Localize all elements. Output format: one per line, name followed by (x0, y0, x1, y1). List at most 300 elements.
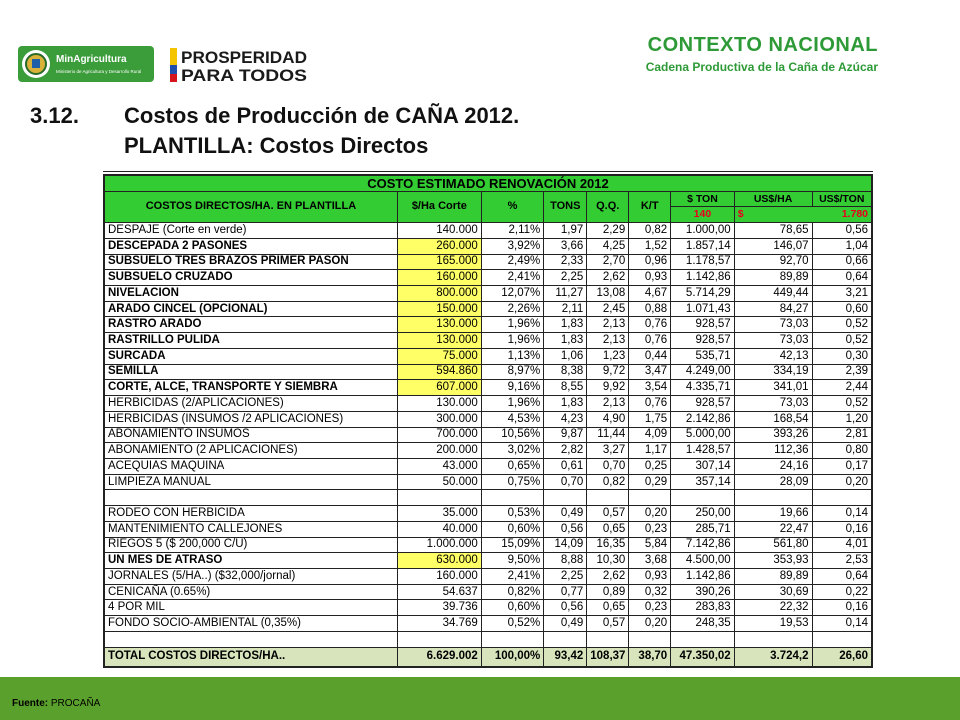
row-tons (544, 631, 587, 647)
row-pct: 10,56% (481, 427, 543, 443)
table-row-blank (105, 490, 872, 506)
row-pct: 2,41% (481, 568, 543, 584)
row-qq (587, 631, 629, 647)
row-pct (481, 631, 543, 647)
row-tons: 0,56 (544, 521, 587, 537)
row-label: SUBSUELO TRES BRAZOS PRIMER PASON (105, 254, 398, 270)
table-row (105, 458, 872, 474)
row-usd-ha: 78,65 (734, 223, 812, 239)
row-usd-ton: 2,44 (812, 380, 872, 396)
row-kt: 0,76 (629, 317, 671, 333)
row-usd-ton: 0,16 (812, 600, 872, 616)
table-row (105, 474, 872, 490)
row-pct: 2,49% (481, 254, 543, 270)
row-kt (629, 490, 671, 506)
row-kt: 0,93 (629, 568, 671, 584)
row-ton-cost: 248,35 (671, 616, 734, 632)
row-ton-cost: 928,57 (671, 317, 734, 333)
row-usd-ton: 0,14 (812, 506, 872, 522)
row-pct: 0,60% (481, 521, 543, 537)
row-label: ABONAMIENTO INSUMOS (105, 427, 398, 443)
table-row (105, 537, 872, 553)
row-qq: 13,08 (587, 286, 629, 302)
source-value: PROCAÑA (50, 698, 101, 709)
flag-yellow (170, 48, 177, 65)
row-pct: 15,09% (481, 537, 543, 553)
row-usd-ha: 561,80 (734, 537, 812, 553)
col-header-kt: K/T (629, 191, 671, 222)
row-tons: 11,27 (544, 286, 587, 302)
row-qq: 2,45 (587, 301, 629, 317)
usd-rate-value: 1.780 (841, 208, 868, 221)
table-row (105, 380, 872, 396)
context-title: CONTEXTO NACIONAL (647, 34, 878, 56)
row-pct: 1,96% (481, 333, 543, 349)
row-usd-ton: 0,52 (812, 396, 872, 412)
row-usd-ha: 84,27 (734, 301, 812, 317)
row-qq: 9,92 (587, 380, 629, 396)
total-row-usd-ha: 3.724,2 (734, 647, 812, 666)
row-pct: 8,97% (481, 364, 543, 380)
row-pct: 0,52% (481, 616, 543, 632)
col-header-usd-ha: US$/HA (734, 191, 812, 207)
row-pct: 3,92% (481, 238, 543, 254)
row-usd-ha: 353,93 (734, 553, 812, 569)
row-label: ARADO CINCEL (OPCIONAL) (105, 301, 398, 317)
row-ha-cost: 54.637 (397, 584, 481, 600)
row-pct: 4,53% (481, 411, 543, 427)
row-ton-cost: 357,14 (671, 474, 734, 490)
row-usd-ha: 334,19 (734, 364, 812, 380)
table-title: COSTO ESTIMADO RENOVACIÓN 2012 (105, 176, 872, 192)
table-row (105, 443, 872, 459)
row-usd-ha: 73,03 (734, 317, 812, 333)
row-usd-ha: 89,89 (734, 270, 812, 286)
row-qq (587, 490, 629, 506)
row-ton-cost: 928,57 (671, 396, 734, 412)
heading-line-2: PLANTILLA: Costos Directos (124, 133, 429, 158)
row-label: FONDO SOCIO-AMBIENTAL (0,35%) (105, 616, 398, 632)
table-row (105, 333, 872, 349)
table-title-row (105, 176, 872, 192)
total-row-qq: 108,37 (587, 647, 629, 666)
row-pct: 1,13% (481, 348, 543, 364)
row-ton-cost (671, 631, 734, 647)
row-kt: 0,20 (629, 506, 671, 522)
row-qq: 4,90 (587, 411, 629, 427)
row-usd-ton (812, 490, 872, 506)
table-row (105, 600, 872, 616)
row-ha-cost: 43.000 (397, 458, 481, 474)
row-usd-ha: 393,26 (734, 427, 812, 443)
row-tons: 8,55 (544, 380, 587, 396)
row-usd-ha: 28,09 (734, 474, 812, 490)
row-ton-cost: 1.142,86 (671, 568, 734, 584)
row-ha-cost (397, 631, 481, 647)
table-row (105, 568, 872, 584)
row-usd-ton: 3,21 (812, 286, 872, 302)
row-qq: 0,89 (587, 584, 629, 600)
row-ha-cost: 200.000 (397, 443, 481, 459)
row-pct: 2,11% (481, 223, 543, 239)
row-ton-cost: 283,83 (671, 600, 734, 616)
row-ton-cost: 390,26 (671, 584, 734, 600)
total-row-pct: 100,00% (481, 647, 543, 666)
row-kt: 3,68 (629, 553, 671, 569)
row-ha-cost: 39.736 (397, 600, 481, 616)
cost-table (104, 175, 872, 667)
row-qq: 0,57 (587, 506, 629, 522)
row-usd-ton: 1,04 (812, 238, 872, 254)
row-kt: 0,76 (629, 333, 671, 349)
row-usd-ha: 19,66 (734, 506, 812, 522)
row-ha-cost: 594.860 (397, 364, 481, 380)
row-usd-ton: 2,39 (812, 364, 872, 380)
row-ha-cost: 130.000 (397, 317, 481, 333)
row-usd-ton: 4,01 (812, 537, 872, 553)
row-pct: 1,96% (481, 396, 543, 412)
row-ha-cost: 34.769 (397, 616, 481, 632)
row-label: RIEGOS 5 ($ 200,000 C/U) (105, 537, 398, 553)
row-ton-cost: 2.142,86 (671, 411, 734, 427)
minagricultura-text: MinAgricultura (56, 54, 127, 65)
row-kt: 0,23 (629, 600, 671, 616)
row-label (105, 490, 398, 506)
row-tons: 14,09 (544, 537, 587, 553)
row-usd-ton: 0,66 (812, 254, 872, 270)
row-kt: 0,29 (629, 474, 671, 490)
row-usd-ton: 0,56 (812, 223, 872, 239)
total-row-tons: 93,42 (544, 647, 587, 666)
total-row-ton-cost: 47.350,02 (671, 647, 734, 666)
row-kt: 0,25 (629, 458, 671, 474)
row-tons: 0,49 (544, 616, 587, 632)
cost-table-container (103, 174, 873, 668)
row-usd-ton: 0,14 (812, 616, 872, 632)
row-ha-cost: 165.000 (397, 254, 481, 270)
row-ton-cost: 928,57 (671, 333, 734, 349)
row-kt: 0,93 (629, 270, 671, 286)
source-note (12, 698, 100, 709)
row-usd-ton: 0,17 (812, 458, 872, 474)
row-usd-ha: 89,89 (734, 568, 812, 584)
row-usd-ha: 19,53 (734, 616, 812, 632)
row-qq: 2,70 (587, 254, 629, 270)
row-qq: 16,35 (587, 537, 629, 553)
total-row-ha-cost: 6.629.002 (397, 647, 481, 666)
row-label: ABONAMIENTO (2 APLICACIONES) (105, 443, 398, 459)
row-ha-cost: 160.000 (397, 568, 481, 584)
footer-band (0, 677, 960, 720)
row-ton-cost: 5.714,29 (671, 286, 734, 302)
row-tons: 0,56 (544, 600, 587, 616)
row-ton-cost: 5.000,00 (671, 427, 734, 443)
heading-line-1: Costos de Producción de CAÑA 2012. (124, 103, 520, 128)
row-usd-ha: 341,01 (734, 380, 812, 396)
row-label: 4 POR MIL (105, 600, 398, 616)
row-usd-ton: 0,30 (812, 348, 872, 364)
row-qq: 1,23 (587, 348, 629, 364)
row-usd-ha: 449,44 (734, 286, 812, 302)
ton-price-value: 140 (671, 207, 734, 223)
table-row-blank (105, 631, 872, 647)
logos (18, 44, 310, 84)
row-kt: 0,88 (629, 301, 671, 317)
header-row (105, 191, 872, 207)
row-pct: 0,82% (481, 584, 543, 600)
table-row (105, 521, 872, 537)
row-ha-cost: 130.000 (397, 396, 481, 412)
row-qq: 2,62 (587, 568, 629, 584)
total-row-usd-ton: 26,60 (812, 647, 872, 666)
col-header-tons: TONS (544, 191, 587, 222)
row-qq: 2,62 (587, 270, 629, 286)
row-kt: 1,52 (629, 238, 671, 254)
row-label: RASTRILLO PULIDA (105, 333, 398, 349)
row-qq: 0,65 (587, 600, 629, 616)
table-row (105, 270, 872, 286)
table-row (105, 286, 872, 302)
table-row (105, 553, 872, 569)
row-usd-ton: 2,81 (812, 427, 872, 443)
row-usd-ton: 0,80 (812, 443, 872, 459)
row-usd-ha: 92,70 (734, 254, 812, 270)
row-usd-ton: 0,64 (812, 568, 872, 584)
row-ton-cost: 7.142,86 (671, 537, 734, 553)
row-pct: 9,50% (481, 553, 543, 569)
col-header-qq: Q.Q. (587, 191, 629, 222)
row-ton-cost: 1.071,43 (671, 301, 734, 317)
row-label: LIMPIEZA MANUAL (105, 474, 398, 490)
row-tons: 4,23 (544, 411, 587, 427)
row-usd-ton: 0,52 (812, 333, 872, 349)
row-tons: 1,97 (544, 223, 587, 239)
row-ton-cost: 1.428,57 (671, 443, 734, 459)
row-usd-ha: 30,69 (734, 584, 812, 600)
row-ha-cost: 160.000 (397, 270, 481, 286)
table-row (105, 506, 872, 522)
row-ha-cost: 260.000 (397, 238, 481, 254)
row-ton-cost: 1.000,00 (671, 223, 734, 239)
row-kt: 4,09 (629, 427, 671, 443)
row-usd-ha: 168,54 (734, 411, 812, 427)
row-qq: 0,82 (587, 474, 629, 490)
row-pct: 0,53% (481, 506, 543, 522)
row-ton-cost: 535,71 (671, 348, 734, 364)
table-row (105, 301, 872, 317)
row-kt: 0,82 (629, 223, 671, 239)
source-label: Fuente: (12, 698, 49, 709)
row-label: HERBICIDAS (2/APLICACIONES) (105, 396, 398, 412)
row-kt: 5,84 (629, 537, 671, 553)
row-label: JORNALES (5/HA..) ($32,000/jornal) (105, 568, 398, 584)
prosperidad-text-2: PARA TODOS (181, 66, 307, 84)
total-row-kt: 38,70 (629, 647, 671, 666)
table-row (105, 348, 872, 364)
row-pct: 3,02% (481, 443, 543, 459)
row-pct (481, 490, 543, 506)
row-kt: 1,75 (629, 411, 671, 427)
row-kt: 0,32 (629, 584, 671, 600)
row-usd-ton (812, 631, 872, 647)
table-row (105, 396, 872, 412)
row-qq: 0,57 (587, 616, 629, 632)
row-pct: 2,41% (481, 270, 543, 286)
row-usd-ha: 73,03 (734, 396, 812, 412)
row-tons (544, 490, 587, 506)
context-subtitle: Cadena Productiva de la Caña de Azúcar (645, 60, 878, 74)
row-ton-cost: 250,00 (671, 506, 734, 522)
row-tons: 2,25 (544, 270, 587, 286)
row-ton-cost: 4.500,00 (671, 553, 734, 569)
row-pct: 1,96% (481, 317, 543, 333)
row-qq: 0,70 (587, 458, 629, 474)
row-label: RASTRO ARADO (105, 317, 398, 333)
row-qq: 2,13 (587, 396, 629, 412)
row-ton-cost: 1.142,86 (671, 270, 734, 286)
row-qq: 10,30 (587, 553, 629, 569)
row-kt: 3,54 (629, 380, 671, 396)
row-tons: 0,61 (544, 458, 587, 474)
row-usd-ton: 0,20 (812, 474, 872, 490)
prosperidad-text-1: PROSPERIDAD (181, 48, 307, 67)
row-ha-cost: 140.000 (397, 223, 481, 239)
row-label: SEMILLA (105, 364, 398, 380)
row-usd-ha: 146,07 (734, 238, 812, 254)
row-label: UN MES DE ATRASO (105, 553, 398, 569)
table-row (105, 254, 872, 270)
row-ha-cost: 300.000 (397, 411, 481, 427)
row-usd-ton: 0,16 (812, 521, 872, 537)
row-qq: 9,72 (587, 364, 629, 380)
row-kt: 0,20 (629, 616, 671, 632)
row-tons: 3,66 (544, 238, 587, 254)
table-row (105, 223, 872, 239)
row-kt: 4,67 (629, 286, 671, 302)
row-ton-cost: 285,71 (671, 521, 734, 537)
usd-currency: $ (737, 208, 744, 221)
row-label: CORTE, ALCE, TRANSPORTE Y SIEMBRA (105, 380, 398, 396)
row-label: RODEO CON HERBICIDA (105, 506, 398, 522)
col-header-pct: % (481, 191, 543, 222)
table-row (105, 238, 872, 254)
row-ton-cost (671, 490, 734, 506)
row-tons: 1,06 (544, 348, 587, 364)
minagricultura-subtext: Ministerio de Agricultura y Desarrollo Rural (56, 69, 142, 74)
row-ton-cost: 4.335,71 (671, 380, 734, 396)
row-qq: 2,29 (587, 223, 629, 239)
col-header-ha: $/Ha Corte (397, 191, 481, 222)
row-usd-ton: 2,53 (812, 553, 872, 569)
row-usd-ton: 0,52 (812, 317, 872, 333)
context-header (646, 34, 878, 74)
row-label: SURCADA (105, 348, 398, 364)
row-tons: 8,38 (544, 364, 587, 380)
row-ha-cost: 630.000 (397, 553, 481, 569)
row-label: HERBICIDAS (INSUMOS /2 APLICACIONES) (105, 411, 398, 427)
row-pct: 2,26% (481, 301, 543, 317)
section-number: 3.12. (30, 103, 79, 128)
row-usd-ton: 1,20 (812, 411, 872, 427)
flag-blue (170, 65, 177, 74)
row-kt: 0,76 (629, 396, 671, 412)
row-qq: 3,27 (587, 443, 629, 459)
row-ha-cost: 35.000 (397, 506, 481, 522)
row-usd-ton: 0,64 (812, 270, 872, 286)
row-tons: 1,83 (544, 333, 587, 349)
row-ton-cost: 1.178,57 (671, 254, 734, 270)
row-label (105, 631, 398, 647)
row-label: NIVELACION (105, 286, 398, 302)
row-ha-cost: 50.000 (397, 474, 481, 490)
row-usd-ha (734, 490, 812, 506)
row-ton-cost: 1.857,14 (671, 238, 734, 254)
row-ha-cost: 800.000 (397, 286, 481, 302)
table-row (105, 427, 872, 443)
row-ton-cost: 4.249,00 (671, 364, 734, 380)
row-qq: 2,13 (587, 317, 629, 333)
col-header-concept: COSTOS DIRECTOS/HA. EN PLANTILLA (105, 191, 398, 222)
row-kt: 0,23 (629, 521, 671, 537)
row-usd-ton: 0,60 (812, 301, 872, 317)
row-pct: 0,65% (481, 458, 543, 474)
row-ton-cost: 307,14 (671, 458, 734, 474)
row-kt: 3,47 (629, 364, 671, 380)
row-tons: 1,83 (544, 317, 587, 333)
total-row (105, 647, 872, 666)
flag-red (170, 74, 177, 82)
row-kt: 0,96 (629, 254, 671, 270)
row-tons: 9,87 (544, 427, 587, 443)
row-tons: 1,83 (544, 396, 587, 412)
row-tons: 0,77 (544, 584, 587, 600)
col-header-ton-price: $ TON (671, 191, 734, 207)
row-ha-cost: 40.000 (397, 521, 481, 537)
row-pct: 12,07% (481, 286, 543, 302)
row-qq: 2,13 (587, 333, 629, 349)
row-kt: 0,44 (629, 348, 671, 364)
usd-rate-cell (734, 207, 871, 223)
row-tons: 2,11 (544, 301, 587, 317)
row-label: MANTENIMIENTO CALLEJONES (105, 521, 398, 537)
row-kt: 1,17 (629, 443, 671, 459)
row-qq: 4,25 (587, 238, 629, 254)
table-row (105, 411, 872, 427)
row-tons: 8,88 (544, 553, 587, 569)
row-ha-cost (397, 490, 481, 506)
row-tons: 0,70 (544, 474, 587, 490)
row-usd-ha: 24,16 (734, 458, 812, 474)
table-row (105, 364, 872, 380)
row-kt (629, 631, 671, 647)
row-ha-cost: 75.000 (397, 348, 481, 364)
row-label: DESPAJE (Corte en verde) (105, 223, 398, 239)
row-pct: 0,60% (481, 600, 543, 616)
row-pct: 0,75% (481, 474, 543, 490)
row-ha-cost: 700.000 (397, 427, 481, 443)
row-usd-ha: 112,36 (734, 443, 812, 459)
row-ha-cost: 607.000 (397, 380, 481, 396)
row-usd-ha: 22,47 (734, 521, 812, 537)
row-label: CENICAÑA (0.65%) (105, 584, 398, 600)
row-qq: 0,65 (587, 521, 629, 537)
row-qq: 11,44 (587, 427, 629, 443)
row-tons: 2,25 (544, 568, 587, 584)
row-tons: 0,49 (544, 506, 587, 522)
row-usd-ha: 42,13 (734, 348, 812, 364)
row-ha-cost: 1.000.000 (397, 537, 481, 553)
table-row (105, 317, 872, 333)
